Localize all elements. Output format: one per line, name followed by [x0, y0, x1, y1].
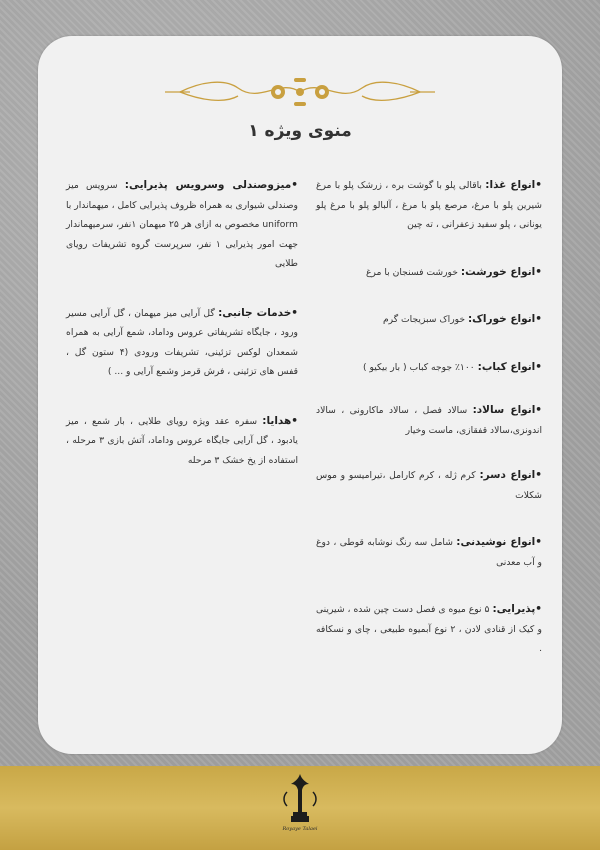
item-text: خوراک سبزیجات گرم [382, 314, 468, 325]
list-item [316, 263, 542, 283]
item-heading: •انواع دسر: [479, 469, 542, 481]
page-title: منوی ویژه ۱ [248, 121, 352, 141]
list-item [66, 304, 298, 382]
item-text: باقالی پلو با گوشت بره ، زرشک پلو با مرغ شیرین پلو با مرغ، مرصع پلو با مرغ ، آلبالو پلو با مرغ پلو یونانی ، پلو سفید زعفرانی ، ته چین [316, 180, 542, 230]
item-heading: •میزوصندلی وسرویس پذیرایی: [124, 179, 298, 191]
item-heading: •خدمات جانبی: [218, 306, 298, 319]
list-item [316, 533, 542, 572]
item-heading: •پذیرایی: [492, 603, 543, 615]
item-heading: •انواع خورشت: [460, 265, 542, 278]
brand-logo [279, 772, 321, 832]
list-item [66, 412, 298, 471]
svg-text:Royaye Talaei: Royaye Talaei [282, 826, 318, 832]
left-column [66, 176, 298, 470]
item-text: سالاد فصل ، سالاد ماکارونی ، سالاد اندونزی،سالاد قفقازی، ماست وخیار [316, 405, 542, 436]
list-item [316, 176, 542, 235]
list-item [66, 176, 298, 274]
item-heading: •انواع غذا: [485, 179, 542, 191]
item-text: ۵ نوع میوه ی فصل دست چین شده ، شیرینی و کیک از قنادی لادن ، ۲ نوع آبمیوه طبیعی ، چای و نسکافه . [316, 604, 542, 654]
item-heading: •انواع کباب: [477, 360, 542, 373]
item-text: شامل سه رنگ نوشابه قوطی ، دوغ و آب معدنی [316, 537, 542, 568]
list-item [316, 358, 542, 378]
list-item [316, 401, 542, 440]
item-heading: •انواع نوشیدنی: [456, 536, 542, 548]
gold-ornament-divider [160, 74, 440, 110]
item-text: گل آرایی میز میهمان ، گل آرایی مسیر ورود ، جایگاه تشریفاتی عروس وداماد، شمع آرایی به همراه شمعدان لوکس تزئینی، تشریفات ورودی (۴ ستون گل ، قفس های تزئینی ، فرش قرمز وشمع آرایی و ... ) [66, 307, 298, 377]
item-text: ۱۰۰٪ جوجه کباب ( بار بیکیو ) [362, 361, 478, 373]
item-text: کرم ژله ، کرم کارامل ،تیرامیسو و موس شکلات [316, 470, 542, 501]
right-column [316, 176, 542, 659]
item-text: سفره عقد ویژه رویای طلایی ، بار شمع ، میز یادبود ، گل آرایی جایگاه عروس وداماد، آتش بازی ۳ مرحله ، استفاده از یخ خشک ۳ مرحله [66, 415, 298, 466]
item-heading: •هدایا: [262, 414, 298, 427]
item-text: سرویس میز وصندلی شیواری به همراه ظروف پذیرایی کامل ، میهماندار با uniform مخصوص به ازای هر ۲۵ میهمان ۱نفر، سرمیهماندار جهت امور پذیرایی ۱ نفر، سرپرست گروه تشریفات رویای طلایی [66, 180, 298, 269]
item-heading: •انواع خوراک: [467, 313, 542, 325]
item-text: خورشت فسنجان با مرغ [365, 266, 461, 278]
list-item [316, 310, 542, 330]
list-item [316, 600, 542, 659]
item-heading: •انواع سالاد: [472, 404, 543, 416]
list-item [316, 466, 542, 505]
